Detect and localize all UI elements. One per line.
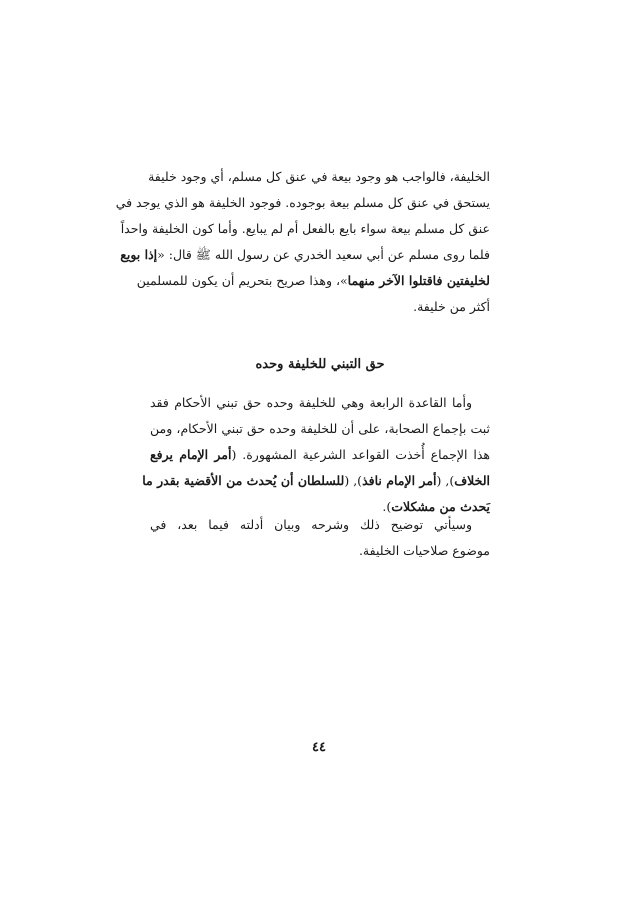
hadith-quote-start: إذا بويع	[120, 247, 158, 262]
paragraph-3-line-1: وسيأتي توضيح ذلك وشرحه وبيان أدلته فيما بعد، في	[150, 517, 472, 532]
rule-separator-2: ), (	[344, 473, 363, 488]
paragraph-3-line-2: موضوع صلاحيات الخليفة.	[358, 543, 490, 558]
hadith-quote-end: لخليفتين فاقتلوا الآخر منهما	[347, 273, 490, 288]
paragraph-2-line-4	[142, 468, 490, 494]
rule-3-start: للسلطان أن يُحدث من الأقضية بقدر ما	[142, 473, 345, 488]
paragraph-1-line-3: عنق كل مسلم بيعة سواء بايع بالفعل أم لم يبايع. وأما كون الخليفة واحداً	[120, 221, 490, 236]
rule-3-end: يَحدث من مشكلات	[391, 499, 490, 514]
rule-2: أمر الإمام نافذ	[362, 473, 437, 488]
paragraph-1-line-1: الخليفة، فالواجب هو وجود بيعة في عنق كل مسلم، أي وجود خليفة	[148, 169, 490, 184]
paragraph-3	[150, 512, 490, 564]
page-number: ٤٤	[312, 740, 326, 755]
paragraph-2	[142, 390, 490, 520]
paragraph-1-line-5	[136, 268, 490, 294]
rule-1-end: الخلاف	[454, 473, 490, 488]
rules-intro-text: هذا الإجماع أُخذت القواعد الشرعية المشهورة. (	[231, 447, 490, 462]
paragraph-1-line-6: أكثر من خليفة.	[413, 299, 490, 314]
rule-close: ).	[382, 499, 392, 514]
paragraph-1-line-2: يستحق في عنق كل مسلم بيعة بوجوده. فوجود الخليفة هو الذي يوجد في	[115, 195, 490, 210]
paragraph-1-line-4	[120, 242, 490, 268]
section-heading: حق التبني للخليفة وحده	[255, 357, 385, 372]
rule-separator-1: ), (	[436, 473, 455, 488]
paragraph-2-line-1: وأما القاعدة الرابعة وهي للخليفة وحده حق تبني الأحكام فقد	[150, 395, 472, 410]
paragraph-2-line-2: ثبت بإجماع الصحابة، على أن للخليفة وحده حق تبني الأحكام، ومن	[150, 421, 490, 436]
paragraph-2-line-3	[150, 442, 490, 468]
hadith-intro-text: فلما روى مسلم عن أبي سعيد الخدري عن رسول الله ﷺ قال: «	[157, 247, 490, 262]
hadith-commentary-text: »، وهذا صريح بتحريم أن يكون للمسلمين	[136, 273, 348, 288]
rule-1-start: أمر الإمام يرفع	[150, 447, 232, 462]
paragraph-1	[115, 164, 490, 320]
